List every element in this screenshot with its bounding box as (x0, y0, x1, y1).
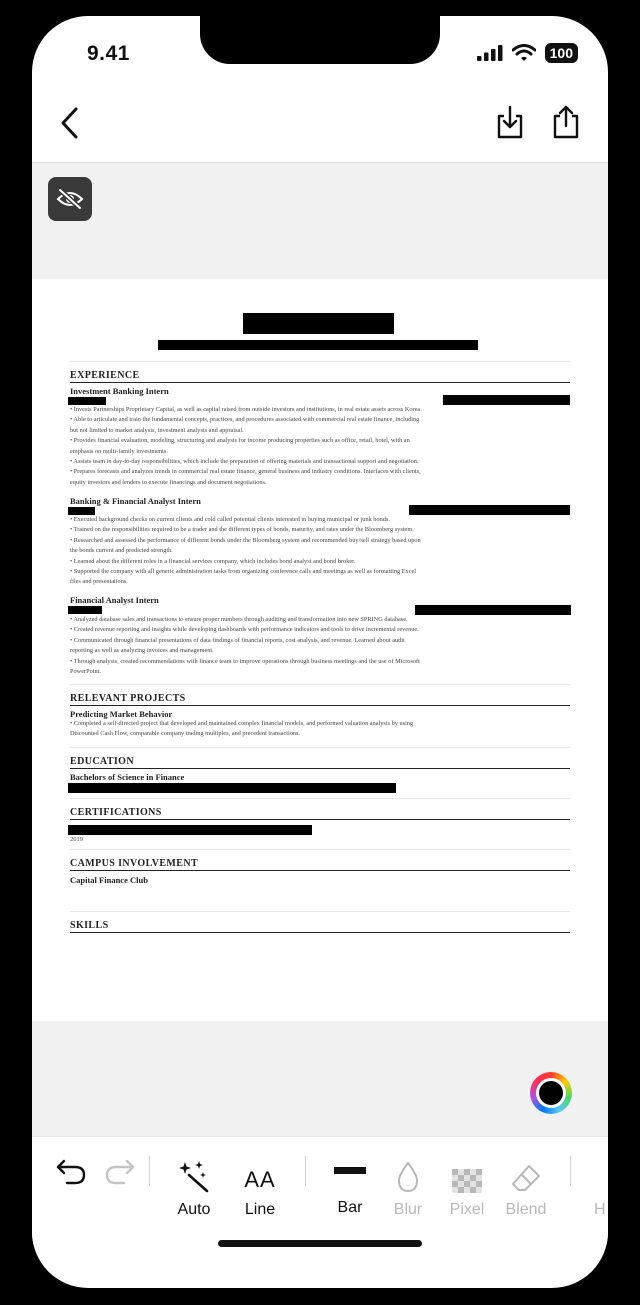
redaction-bar[interactable] (68, 397, 106, 405)
magic-wand-icon (177, 1159, 211, 1193)
redo-icon (104, 1157, 136, 1185)
wifi-icon (512, 44, 536, 62)
editor-canvas[interactable] (32, 162, 608, 1137)
bullet-line: • Learned about the different roles in a financial services company, which includes bond analyst and bond broker. (70, 557, 356, 565)
chevron-left-icon (58, 106, 82, 140)
section-rule (70, 768, 570, 769)
tool-bar-selected[interactable] (318, 1137, 382, 1217)
section-rule (70, 870, 570, 871)
bullet-line: • Trained on the responsibilities required to be a trader and the different types of bonds, maturity, and rates under the Bloomberg system. (70, 526, 414, 534)
notch (200, 16, 440, 64)
tool-label: Pixel (449, 1201, 485, 1218)
eraser-icon (510, 1163, 542, 1193)
save-download-button[interactable] (494, 104, 526, 145)
bullet-line: reporting as well as analyzing invoices and management. (70, 647, 214, 655)
tool-more[interactable] (584, 1137, 608, 1219)
toggle-visibility-button[interactable] (48, 177, 92, 221)
bullet-line: equity investors and lenders to execute financings and document negotiations. (70, 478, 267, 486)
tool-label: Bar (337, 1199, 363, 1216)
bullet-line: • Prepares forecasts and analyzes trends in commercial real estate finance, general business and industry conditions. Interfaces with clients, (70, 468, 421, 476)
toolbar-separator (570, 1156, 571, 1186)
undo-icon (55, 1157, 87, 1185)
share-button[interactable] (550, 104, 582, 145)
project-bullets (70, 719, 570, 740)
section-rule (70, 705, 570, 706)
bullet-line: • Assists team in day-to-day responsibilities, which include the preparation of offering materials and transactional support and negotiation. (70, 458, 419, 466)
pixel-icon (452, 1169, 482, 1193)
bar-icon (334, 1167, 366, 1175)
divider (70, 684, 570, 685)
tool-line[interactable] (228, 1137, 292, 1219)
tool-label: Blur (393, 1201, 423, 1218)
project-title: Predicting Market Behavior (70, 709, 173, 719)
color-picker-button[interactable] (530, 1072, 572, 1114)
phone-screen (32, 16, 608, 1288)
toolbar-separator (305, 1156, 306, 1186)
text-size-icon: AA (244, 1167, 276, 1192)
job-bullets (70, 405, 570, 488)
battery-indicator: 100 (545, 43, 578, 63)
eye-slash-icon (56, 188, 84, 210)
redo-button[interactable] (90, 1137, 150, 1191)
signal-icon (477, 45, 503, 61)
section-title-skills: SKILLS (70, 920, 109, 931)
selected-color-swatch (539, 1081, 563, 1105)
redaction-bar[interactable] (243, 313, 394, 334)
divider (70, 911, 570, 912)
bullet-line: files and presentations. (70, 578, 128, 586)
bullet-line: the bonds current and predicted strength. (70, 547, 173, 555)
tool-bar (32, 1136, 608, 1247)
bullet-line: but not limited to market analysis, investment analysis and appraisal. (70, 426, 244, 434)
nav-bar (32, 86, 608, 162)
bullet-line: • Supported the company with all generic administration tasks from organizing conference calls and meetings as well as formatting Excel (70, 568, 417, 576)
bullet-line: • Invests Partnerships Proprietary Capital, as well as capital raised from outside investors and institutions, in real estate assets across Korea. (70, 406, 422, 413)
document-page[interactable] (32, 279, 608, 1021)
redaction-bar[interactable] (443, 395, 570, 405)
tool-auto[interactable] (162, 1137, 226, 1219)
divider (70, 798, 570, 799)
section-rule (70, 932, 570, 933)
section-rule (70, 819, 570, 820)
bullet-line: Discounted Cash Flow, comparable company trading multiples, and precedent transactions. (70, 730, 301, 738)
bullet-line: emphasis on multi-family investments. (70, 447, 168, 455)
bullet-line: • Analyzed database sales and transactions to ensure proper numbers through auditing and transformation into new SPRING database. (70, 616, 408, 623)
bullet-line: • Provides financial evaluation, modeling, structuring and analysis for income producing properties such as office, retail, hotel, with an (70, 437, 410, 445)
tool-blend[interactable] (494, 1137, 558, 1219)
tool-label: H (594, 1201, 606, 1218)
redaction-bar[interactable] (68, 507, 95, 515)
section-title-campus: CAMPUS INVOLVEMENT (70, 858, 199, 869)
bullet-line: • Researched and assessed the performance of different bonds under the Bloomberg system and recommended buy/sell strategy based upon (70, 536, 421, 544)
section-title-certifications: CERTIFICATIONS (70, 807, 162, 818)
divider (70, 849, 570, 850)
tool-blur[interactable] (376, 1137, 440, 1219)
section-rule (70, 382, 570, 383)
back-button[interactable] (58, 106, 82, 145)
redaction-bar[interactable] (68, 825, 312, 835)
job-bullets (70, 615, 570, 677)
certification-year: 2019 (70, 836, 83, 843)
tool-label: Blend (505, 1201, 547, 1218)
redaction-bar[interactable] (68, 606, 102, 614)
bullet-line: • Completed a self-directed project that developed and maintained complex financial models, and performed valuation analysis by using (70, 720, 414, 727)
tool-label: Auto (177, 1201, 211, 1218)
bullet-line: PowerPoint. (70, 668, 101, 676)
degree-title: Bachelors of Science in Finance (70, 772, 185, 782)
bullet-line: • Communicated through financial presentations of data findings of financial reports, cost analysis, and revenue. Learned about audit (70, 636, 405, 644)
redaction-bar[interactable] (409, 505, 570, 515)
section-title-education: EDUCATION (70, 756, 134, 767)
home-indicator[interactable] (218, 1240, 422, 1247)
status-time: 9.41 (87, 42, 130, 65)
campus-club: Capital Finance Club (70, 875, 148, 885)
bullet-line: • Able to articulate and train the fundamental concepts, practices, and procedures associated with commercial real estate finance, including (70, 416, 420, 424)
job-title: Banking & Financial Analyst Intern (70, 496, 201, 506)
redaction-bar[interactable] (415, 605, 571, 615)
download-icon (494, 104, 526, 140)
divider (70, 747, 570, 748)
redaction-bar[interactable] (68, 783, 396, 793)
tool-label: Line (244, 1201, 276, 1218)
divider (70, 361, 570, 362)
color-ring (536, 1078, 566, 1108)
share-icon (550, 104, 582, 140)
job-bullets (70, 515, 570, 588)
status-icons (477, 43, 578, 63)
bullet-line: • Created revenue reporting and insights while developing dashboards with performance indicators and tools to drive incremental revenue. (70, 626, 419, 634)
job-title: Financial Analyst Intern (70, 595, 159, 605)
tool-pixel[interactable] (435, 1137, 499, 1219)
drop-icon (397, 1161, 419, 1193)
section-title-experience: EXPERIENCE (70, 370, 140, 381)
toolbar-separator (149, 1156, 150, 1186)
bullet-line: • Through analysis, created recommendations with finance team to improve operations through business meetings and the use of Microsoft (70, 657, 420, 665)
section-title-projects: RELEVANT PROJECTS (70, 693, 186, 704)
bullet-line: • Executed background checks on current clients and cold called potential clients interested in buying municipal or junk bonds. (70, 516, 390, 523)
job-title: Investment Banking Intern (70, 386, 169, 396)
redaction-bar[interactable] (158, 340, 478, 350)
